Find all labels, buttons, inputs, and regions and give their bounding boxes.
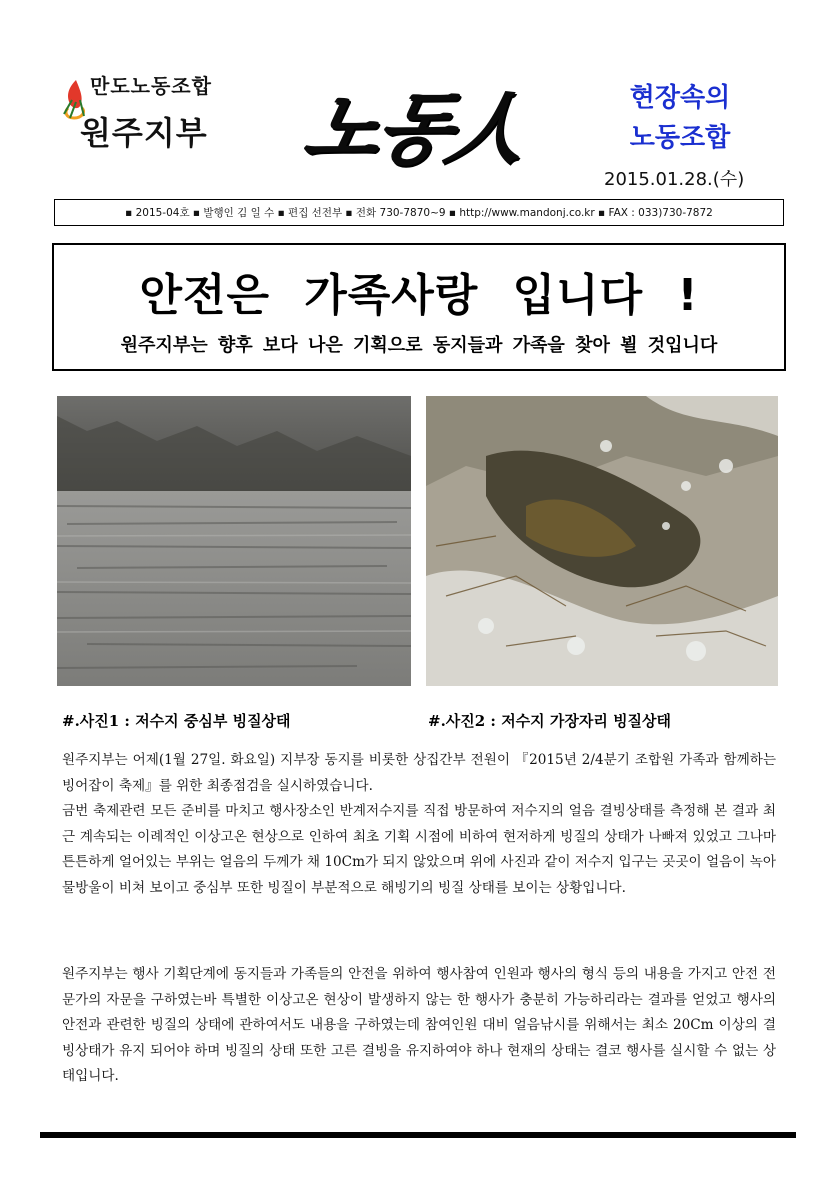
photo-1-caption: #.사진1 : 저수지 중심부 빙질상태 [62, 712, 291, 730]
photo-reservoir-center [57, 396, 411, 686]
slogan [600, 78, 760, 158]
slogan-line-2: 노동조합 [629, 123, 731, 153]
headline-title: 안전은 가족사랑 입니다 ! [139, 270, 699, 321]
photo-reservoir-edge [426, 396, 778, 686]
article-paragraph-1: 원주지부는 어제(1월 27일. 화요일) 지부장 동지를 비롯한 상집간부 전원이 『2015년 2/4분기 조합원 가족과 함께하는 빙어잡이 축제』를 위한 최종점검을 실시하였습니다. 금번 축제관련 모든 준비를 마치고 행사장소인 반계저수지를 직접 방문하여 저수지의 얼음 결빙상태를 측정해 본 결과 최근 계속되는 이례적인 이상고온 현상으로 인하여 최초 기획 시점에 비하여 현저하게 빙질의 상태가 나빠져 있었고 그나마 튼튼하게 얼어있는 부위는 얼음의 두께가 채 10Cm가 되지 않았으며 위에 사진과 같이 저수지 입구는 곳곳이 얼음이 녹아 물방울이 비쳐 보이고 중심부 또한 빙질이 부분적으로 해빙기의 빙질 상태를 보이는 상황입니다. [62, 752, 776, 896]
newsletter-title: 노동人 [295, 84, 532, 175]
ice-edge-image [426, 396, 778, 686]
photo-2-caption: #.사진2 : 저수지 가장자리 빙질상태 [428, 712, 672, 730]
headline-subtitle: 원주지부는 향후 보다 나은 기획으로 동지들과 가족을 찾아 뵐 것입니다 [120, 335, 718, 356]
ice-center-image [57, 396, 411, 686]
masthead [0, 0, 835, 200]
issue-date: 2015.01.28.(수) [604, 169, 745, 190]
branch-name: 원주지부 [80, 114, 208, 152]
slogan-line-1: 현장속의 [629, 83, 731, 113]
headline-box [52, 243, 786, 371]
publication-info-bar: ▪ 2015-04호 ▪ 발행인 김 일 수 ▪ 편집 선전부 ▪ 전화 730-7870~9 ▪ http://www.mandonj.co.kr ▪ FAX : 033)730-7872 [54, 199, 784, 226]
union-name: 만도노동조합 [90, 74, 212, 98]
footer-rule [40, 1132, 796, 1138]
article-paragraph-2: 원주지부는 행사 기획단계에 동지들과 가족들의 안전을 위하여 행사참여 인원과 행사의 형식 등의 내용을 가지고 안전 전문가의 자문을 구하였는바 특별한 이상고온 현상이 발생하지 않는 한 행사가 충분히 가능하리라는 결과를 얻었고 행사의 안전과 관련한 빙질의 상태에 관하여서도 내용을 구하였는데 참여인원 대비 얼음낚시를 위해서는 최소 20Cm 이상의 결빙상태가 유지 되어야 하며 빙질의 상태 또한 고른 결빙을 유지하여야 하나 현재의 상태는 결코 행사를 실시할 수 없는 상태입니다. [62, 966, 776, 1085]
